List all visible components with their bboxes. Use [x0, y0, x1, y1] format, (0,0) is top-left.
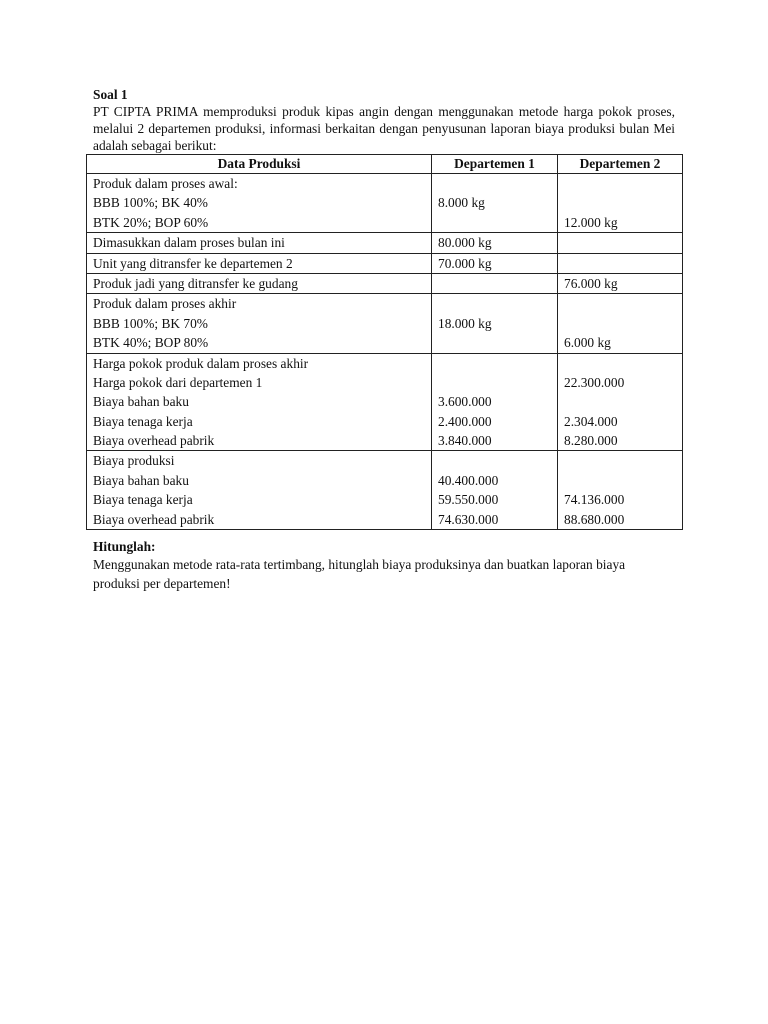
cell-departemen-1 [432, 233, 558, 253]
cell-departemen-2 [558, 294, 683, 353]
cell-line: 74.136.000 [564, 492, 625, 508]
cell-line [438, 213, 557, 232]
cell-line: 80.000 kg [438, 235, 492, 251]
cell-line [564, 392, 682, 411]
cell-line: Produk dalam proses akhir [93, 296, 237, 312]
cell-data-produksi [87, 273, 432, 293]
cell-line [564, 294, 682, 313]
table-row [87, 451, 683, 530]
cell-line [438, 451, 557, 470]
problem-intro: PT CIPTA PRIMA memproduksi produk kipas angin dengan menggunakan metode harga pokok proses, melalui 2 departemen produksi, informasi berkaitan dengan penyusunan laporan biaya produksi bulan Mei adalah sebagai berikut: [93, 104, 675, 153]
table-row [87, 233, 683, 253]
cell-line: BBB 100%; BK 40% [93, 195, 208, 211]
cell-line: Biaya tenaga kerja [93, 492, 193, 508]
cell-line: 3.600.000 [438, 394, 492, 410]
cell-departemen-1 [432, 253, 558, 273]
cell-line: 88.680.000 [564, 511, 625, 527]
cell-line: 8.000 kg [438, 195, 485, 211]
cell-departemen-2 [558, 273, 683, 293]
cell-line [564, 451, 682, 470]
cell-data-produksi [87, 294, 432, 353]
cell-line: 76.000 kg [564, 275, 618, 291]
cell-line: Harga pokok dari departemen 1 [93, 374, 263, 390]
cell-line: 3.840.000 [438, 433, 492, 449]
cell-line: Harga pokok produk dalam proses akhir [93, 355, 309, 371]
cell-departemen-1 [432, 451, 558, 530]
cell-line: 12.000 kg [564, 214, 618, 230]
cell-data-produksi [87, 174, 432, 233]
cell-line [438, 274, 557, 293]
cell-line: Biaya bahan baku [93, 394, 189, 410]
cell-line: 70.000 kg [438, 255, 492, 271]
cell-line: 6.000 kg [564, 335, 611, 351]
cell-departemen-1 [432, 294, 558, 353]
task-title: Hitunglah: [93, 539, 156, 554]
cell-data-produksi [87, 253, 432, 273]
cell-line: Dimasukkan dalam proses bulan ini [93, 235, 285, 251]
cell-line: 40.400.000 [438, 472, 499, 488]
table-row [87, 174, 683, 233]
cell-data-produksi [87, 451, 432, 530]
table-body [87, 174, 683, 530]
cell-line: 2.304.000 [564, 413, 618, 429]
cell-line [564, 254, 682, 273]
cell-departemen-1 [432, 353, 558, 451]
cell-line: 74.630.000 [438, 511, 499, 527]
cell-departemen-2 [558, 174, 683, 233]
cell-line: BTK 40%; BOP 80% [93, 335, 209, 351]
cell-line [564, 471, 682, 490]
cell-line [564, 174, 682, 193]
cell-line [564, 354, 682, 373]
cell-data-produksi [87, 233, 432, 253]
cell-line: Biaya tenaga kerja [93, 413, 193, 429]
document-page [93, 86, 675, 591]
cell-line: Unit yang ditransfer ke departemen 2 [93, 255, 293, 271]
cell-departemen-2 [558, 253, 683, 273]
table-row [87, 253, 683, 273]
header-departemen-2: Departemen 2 [558, 155, 683, 174]
cell-line: Biaya produksi [93, 453, 175, 469]
cell-departemen-2 [558, 233, 683, 253]
cell-line [564, 193, 682, 212]
cell-line: Produk jadi yang ditransfer ke gudang [93, 275, 298, 291]
cell-line: BBB 100%; BK 70% [93, 315, 208, 331]
task-section [93, 538, 675, 593]
cell-line: 2.400.000 [438, 413, 492, 429]
cell-departemen-2 [558, 451, 683, 530]
cell-line: 8.280.000 [564, 433, 618, 449]
cell-line: Biaya overhead pabrik [93, 433, 215, 449]
cell-departemen-1 [432, 174, 558, 233]
cell-line [564, 314, 682, 333]
cell-line: BTK 20%; BOP 60% [93, 214, 209, 230]
cell-line: 18.000 kg [438, 315, 492, 331]
table-row [87, 273, 683, 293]
header-departemen-1: Departemen 1 [432, 155, 558, 174]
table-row [87, 353, 683, 451]
cell-line: Biaya overhead pabrik [93, 511, 215, 527]
cell-line: 22.300.000 [564, 374, 625, 390]
cell-line [564, 233, 682, 252]
cell-line [438, 294, 557, 313]
cell-line [438, 354, 557, 373]
table-header-row [87, 155, 683, 174]
cell-departemen-1 [432, 273, 558, 293]
cell-line: 59.550.000 [438, 492, 499, 508]
table-row [87, 294, 683, 353]
header-data-produksi: Data Produksi [87, 155, 432, 174]
cell-line: Biaya bahan baku [93, 472, 189, 488]
cell-line [438, 174, 557, 193]
cell-line [438, 373, 557, 392]
problem-title: Soal 1 [93, 87, 128, 102]
production-data-table [86, 154, 683, 530]
cell-line [438, 333, 557, 352]
cell-data-produksi [87, 353, 432, 451]
cell-line: Produk dalam proses awal: [93, 176, 238, 191]
task-instruction: Menggunakan metode rata-rata tertimbang, hitunglah biaya produksinya dan buatkan laporan biaya produksi per departemen! [93, 557, 626, 591]
cell-departemen-2 [558, 353, 683, 451]
